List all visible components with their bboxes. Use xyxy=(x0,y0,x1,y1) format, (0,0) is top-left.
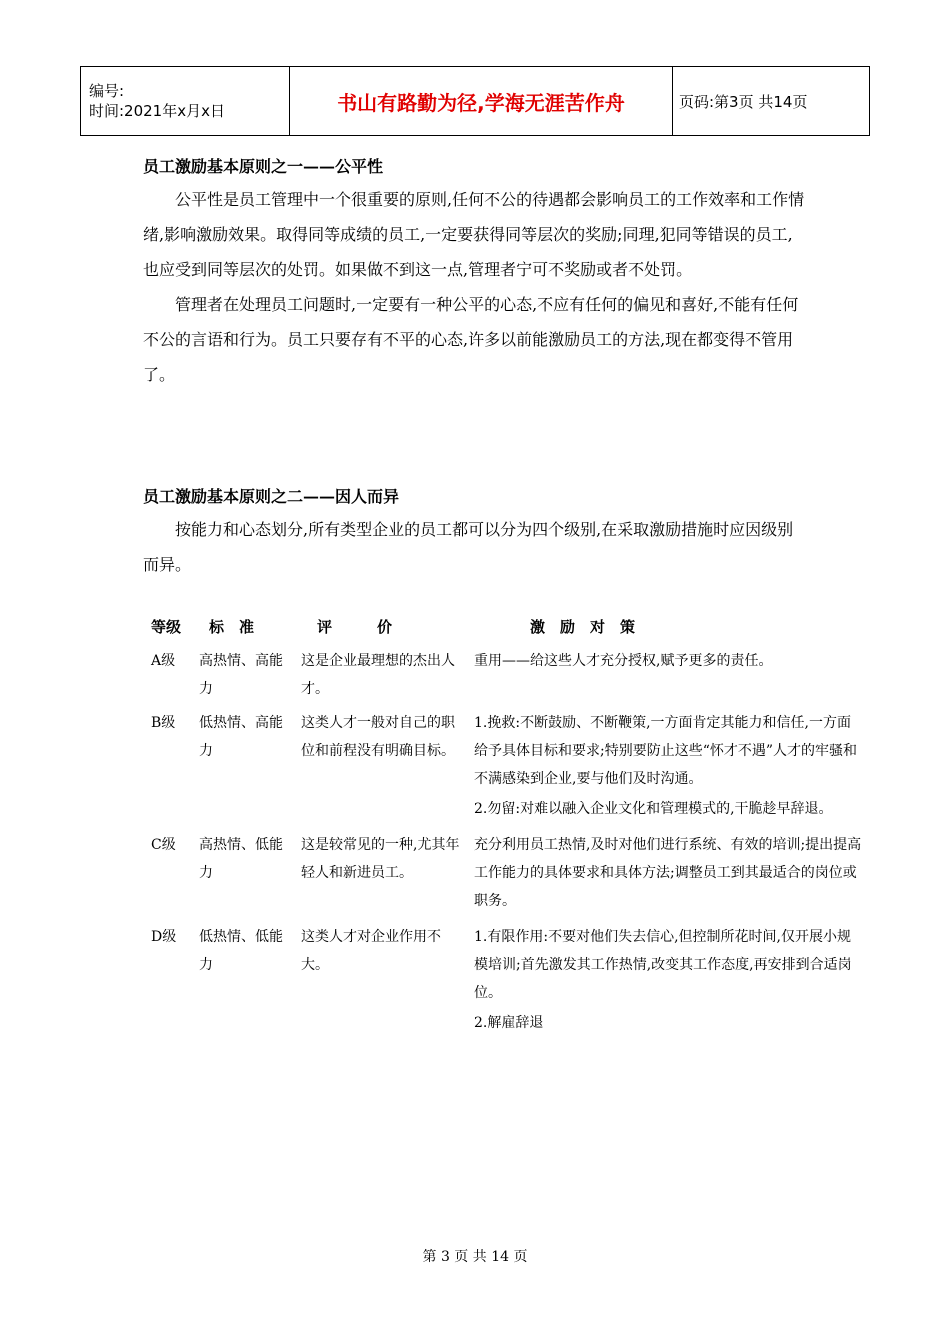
header-meta xyxy=(81,67,290,136)
cell-grade: B级 xyxy=(151,715,176,731)
strategy-item: 2.勿留:对难以融入企业文化和管理模式的,干脆趁早辞退。 xyxy=(474,801,833,817)
section-title: 员工激励基本原则之二——因人而异 xyxy=(143,487,400,506)
header-motto: 书山有路勤为径,学海无涯苦作舟 xyxy=(290,67,673,136)
header-page-info: 页码:第3页 共14页 xyxy=(673,67,870,136)
cell-standard: 高热情、高能力 xyxy=(199,653,283,697)
cell-evaluation: 这类人才对企业作用不大。 xyxy=(301,929,441,973)
strategy-item: 1.挽救:不断鼓励、不断鞭策,一方面肯定其能力和信任,一方面给予具体目标和要求;特别要防止这些“怀才不遇”人才的牢骚和不满感染到企业,要与他们及时沟通。 xyxy=(474,715,858,787)
column-header-grade: 等级 xyxy=(151,618,182,636)
cell-grade: D级 xyxy=(151,929,177,945)
table-row xyxy=(143,921,868,1043)
table-header-row xyxy=(143,612,868,645)
column-header-standard: 标 准 xyxy=(209,618,255,636)
cell-standard: 低热情、低能力 xyxy=(199,929,283,973)
strategy-item: 重用——给这些人才充分授权,赋予更多的责任。 xyxy=(474,653,773,669)
cell-strategy xyxy=(470,645,868,707)
column-header-evaluation: 评 价 xyxy=(317,618,393,636)
cell-strategy xyxy=(470,829,868,921)
paragraph: 公平性是员工管理中一个很重要的原则,任何不公的待遇都会影响员工的工作效率和工作情绪,影响激励效果。取得同等成绩的员工,一定要获得同等层次的奖励;同理,犯同等错误的员工,也应受到同等层次的处罚。如果做不到这一点,管理者宁可不奖励或者不处罚。 xyxy=(143,190,805,279)
cell-evaluation: 这是企业最理想的杰出人才。 xyxy=(301,653,455,697)
paragraph: 按能力和心态划分,所有类型企业的员工都可以分为四个级别,在采取激励措施时应因级别而异。 xyxy=(143,520,794,574)
employee-grade-table xyxy=(143,612,868,1043)
document-date-label: 时间:2021年x月x日 xyxy=(89,102,225,120)
cell-strategy xyxy=(470,921,868,1043)
table-row xyxy=(143,645,868,707)
strategy-item: 1.有限作用:不要对他们失去信心,但控制所花时间,仅开展小规模培训;首先激发其工作热情,改变其工作态度,再安排到合适岗位。 xyxy=(474,929,852,1001)
cell-evaluation: 这类人才一般对自己的职位和前程没有明确目标。 xyxy=(301,715,455,759)
cell-strategy xyxy=(470,707,868,829)
column-header-strategy: 激 励 对 策 xyxy=(530,618,636,636)
table-row xyxy=(143,707,868,829)
cell-evaluation: 这是较常见的一种,尤其年轻人和新进员工。 xyxy=(301,837,460,881)
section-title: 员工激励基本原则之一——公平性 xyxy=(143,157,384,176)
cell-grade: A级 xyxy=(151,653,176,669)
paragraph: 管理者在处理员工问题时,一定要有一种公平的心态,不应有任何的偏见和喜好,不能有任何不公的言语和行为。员工只要存有不平的心态,许多以前能激励员工的方法,现在都变得不管用了。 xyxy=(143,295,799,384)
strategy-item: 2.解雇辞退 xyxy=(474,1015,544,1031)
cell-standard: 高热情、低能力 xyxy=(199,837,283,881)
document-number-label: 编号: xyxy=(89,82,125,100)
table-row xyxy=(143,829,868,921)
section-individual-difference xyxy=(143,484,808,582)
page-header xyxy=(80,66,870,136)
cell-grade: C级 xyxy=(151,837,176,853)
section-fairness xyxy=(143,154,808,392)
strategy-item: 充分利用员工热情,及时对他们进行系统、有效的培训;提出提高工作能力的具体要求和具体方法;调整员工到其最适合的岗位或职务。 xyxy=(474,837,862,909)
page-footer: 第 3 页 共 14 页 xyxy=(422,1249,528,1265)
cell-standard: 低热情、高能力 xyxy=(199,715,283,759)
